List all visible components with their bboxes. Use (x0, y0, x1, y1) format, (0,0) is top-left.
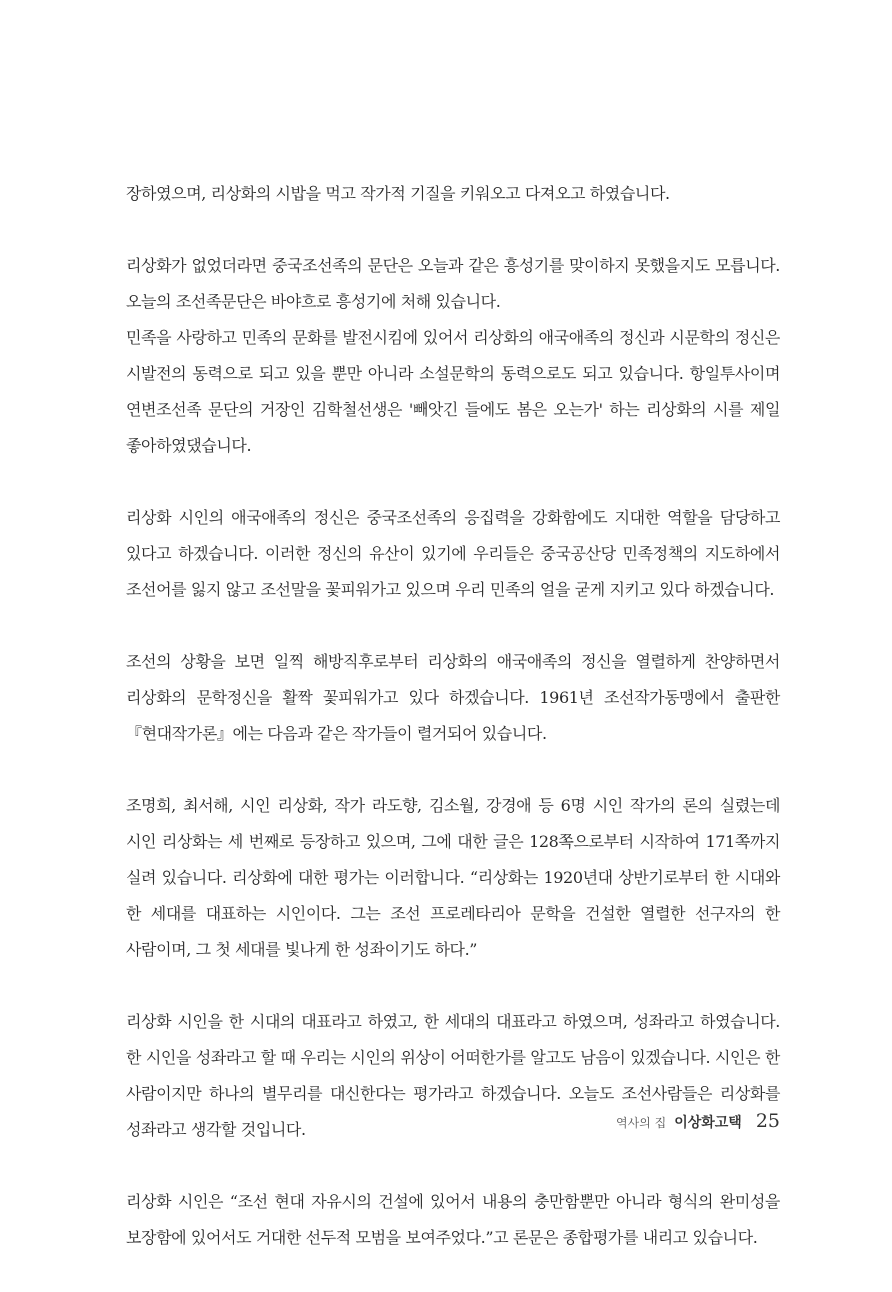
page-number: 25 (755, 1110, 780, 1132)
paragraph-4: 조선의 상황을 보면 일찍 해방직후로부터 리상화의 애국애족의 정신을 열렬하게 찬양하면서 리상화의 문학정신을 활짝 꽃피워가고 있다 하겠습니다. 1961년 조선작가동맹에서 출판한『현대작가론』에는 다음과 같은 작가들이 렬거되어 있습니다. (126, 652, 780, 743)
paragraph-6: 리상화 시인을 한 시대의 대표라고 하였고, 한 세대의 대표라고 하였으며, 성좌라고 하였습니다. 한 시인을 성좌라고 할 때 우리는 시인의 위상이 어떠한가를 알고도 남음이 있겠습니다. 시인은 한 사람이지만 하나의 별무리를 대신한다는 평가라고 하겠습니다. 오늘도 조선사람들은 리상화를 성좌라고 생각할 것입니다. (126, 1012, 780, 1139)
paragraph-2: 리상화가 없었더라면 중국조선족의 문단은 오늘과 같은 흥성기를 맞이하지 못했을지도 모릅니다. 오늘의 조선족문단은 바야흐로 흥성기에 처해 있습니다. 민족을 사랑하고 민족의 문화를 발전시킴에 있어서 리상화의 애국애족의 정신과 시문학의 정신은 시발전의 동력으로 되고 있을 뿐만 아니라 소설문학의 동력으로도 되고 있습니다. 항일투사이며 연변조선족 문단의 거장인 김학철선생은 '빼앗긴 들에도 봄은 오는가' 하는 리상화의 시를 제일 좋아하였댔습니다. (126, 256, 780, 455)
paragraph-3: 리상화 시인의 애국애족의 정신은 중국조선족의 응집력을 강화함에도 지대한 역할을 담당하고 있다고 하겠습니다. 이러한 정신의 유산이 있기에 우리들은 중국공산당 민족정책의 지도하에서 조선어를 잃지 않고 조선말을 꽃피워가고 있으며 우리 민족의 얼을 굳게 지키고 있다 하겠습니다. (126, 508, 780, 599)
paragraph-5: 조명희, 최서해, 시인 리상화, 작가 라도향, 김소월, 강경애 등 6명 시인 작가의 론의 실렸는데 시인 리상화는 세 번째로 등장하고 있으며, 그에 대한 글은 128쪽으로부터 시작하여 171쪽까지 실려 있습니다. 리상화에 대한 평가는 이러합니다. “리상화는 1920년대 상반기로부터 한 시대와 한 세대를 대표하는 시인이다. 그는 조선 프로레타리아 문학을 건설한 열렬한 선구자의 한 사람이며, 그 첫 세대를 빛나게 한 성좌이기도 하다.” (126, 796, 780, 959)
book-title: 이상화고택 (674, 1115, 742, 1131)
page-footer (616, 1110, 780, 1132)
series-name: 역사의 집 (616, 1116, 667, 1130)
paragraph-7: 리상화 시인은 “조선 현대 자유시의 건설에 있어서 내용의 충만함뿐만 아니라 형식의 완미성을 보장함에 있어서도 거대한 선두적 모범을 보여주었다.”고 론문은 종합평가를 내리고 있습니다. (126, 1192, 780, 1247)
paragraph-1: 장하였으며, 리상화의 시밥을 먹고 작가적 기질을 키워오고 다져오고 하였습니다. (126, 184, 670, 203)
